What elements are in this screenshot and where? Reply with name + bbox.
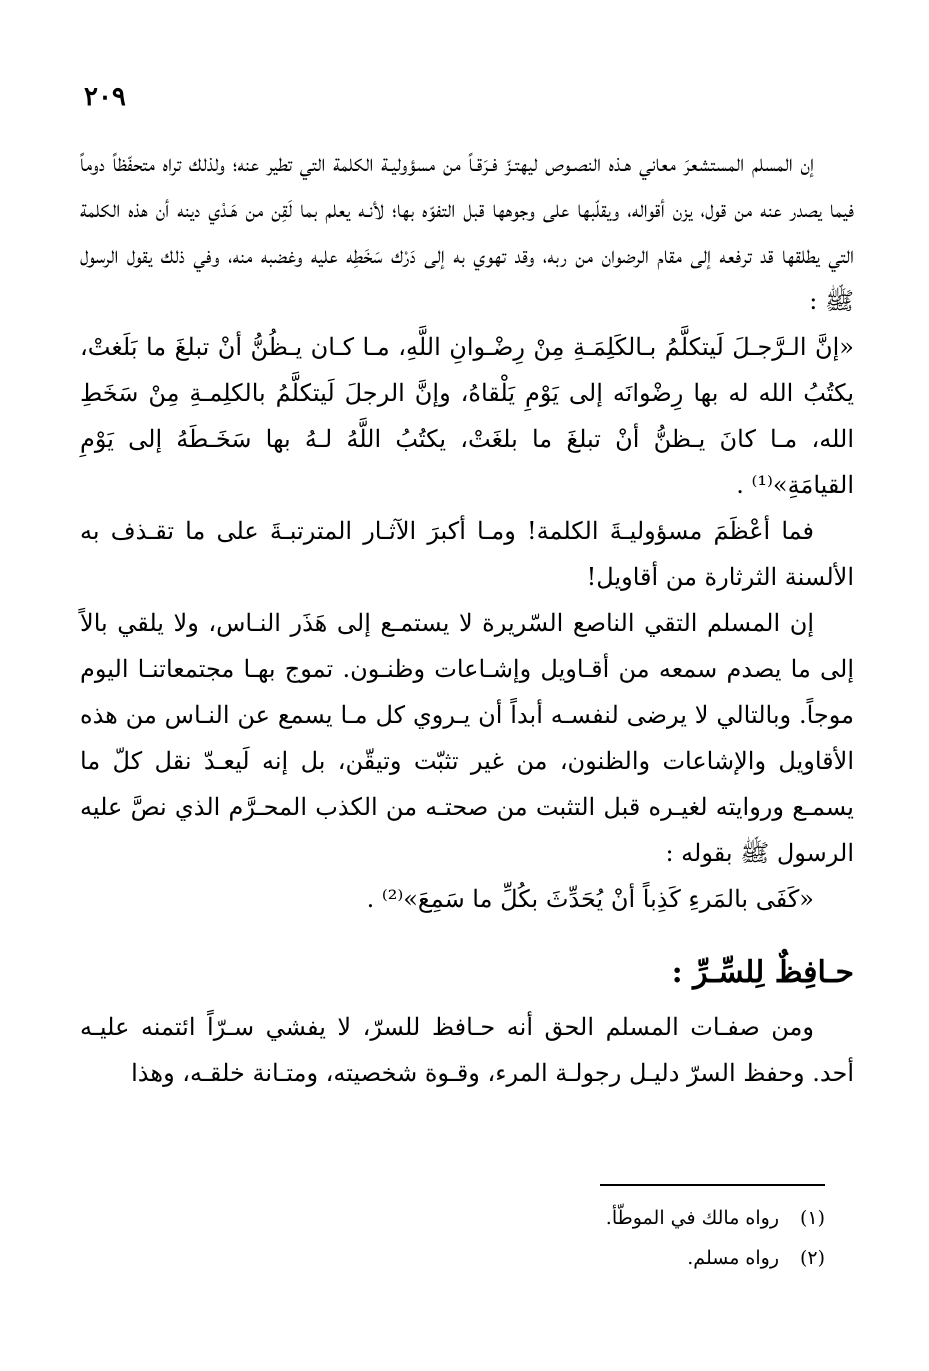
paragraph-intro: إن المسلم المستشعرَ معاني هـذه النصـوص ليهتـزّ فـرَقـاً من مسؤوليـة الكلمة التي تطير عنه؛ ولذلك تراه متحفّظاً دوماً فيما يصدر عنه من قول، يزن أقواله، ويقلّبها على وجوهها قبل التفوّه بها؛ لأنـه يعلم بما لَقِن من هَـدْي دينه أن هذه الكلمة التي يطلقها قد ترفعه إلى مقام الرضوان من ربه، وقد تهوي به إلى دَرْك سَخَطِه عليه وغضبه منه، وفي ذلك يقول الرسول ﷺ : [80,149,854,315]
footnote-text: رواه مسلم. [687,1247,779,1269]
footnote-number: (١) [799,1207,825,1229]
paragraph-responsibility: فما أعْظَمَ مسؤوليـةَ الكلمة! ومـا أكبرَ الآثـار المترتبـةَ على ما تقـذف به الألسنة الثرثارة من أقاويل! [80,517,854,591]
section-heading: حـافِظٌ لِلسِّـرِّ : [671,955,854,990]
body-text [80,140,854,1096]
footnotes [565,1198,825,1278]
footnote-1 [565,1198,825,1238]
footnote-number: (٢) [799,1247,825,1269]
paragraph-rumors: إن المسلم التقي الناصع السّريرة لا يستمـع إلى هَذَر النـاس، ولا يلقي بالاً إلى ما يصدم سمعه من أقـاويل وإشـاعات وظنـون. تموج بهـا مجتمعاتنـا اليوم موجاً. وبالتالي لا يرضى لنفسـه أبداً أن يـروي كل مـا يسمع عن النـاس من هذه الأقاويل والإشاعات والظنون، من غير تثبّت وتيقّن، بل إنه لَيعـدّ نقل كلّ ما يسمـع وروايته لغيـره قبل التثبت من صحتـه من الكذب المحـرَّم الذي نصَّ عليه الرسول ﷺ بقوله : [80,609,854,867]
footnote-2 [565,1238,825,1278]
hadith-quote-2: «كَفَى بالمَرءِ كَذِباً أنْ يُحَدِّثَ بكُلِّ ما سَمِعَ»⁽²⁾ . [366,885,814,913]
hadith-quote-1: «إنَّ الـرَّجـلَ لَيتكلَّمُ بـالكَلِمَـةِ مِنْ رِضْـوانِ اللَّهِ، مـا كـان يـظُنُّ أنْ تبلغَ ما بَلَغتْ، يكتُبُ الله له بها رِضْوانَه إلى يَوْمِ يَلْقاهُ، وإنَّ الرجلَ لَيتكلَّمُ بالكلِمـةِ مِنْ سَخَطِ الله، مـا كانَ يـظنُّ أنْ تبلغَ ما بلغَتْ، يكتُبُ اللَّهُ لـهُ بها سَخَـطَهُ إلى يَوْمِ القيامَةِ»⁽¹⁾ . [80,333,855,499]
footnote-text: رواه مالك في الموطّأ. [605,1207,779,1229]
section-paragraph: ومن صفـات المسلم الحق أنه حـافظ للسرّ، لا يفشي سـرّاً ائتمنه عليـه أحد. وحفظ السرّ دليـل رجولـة المرء، وقـوة شخصيته، ومتـانة خلقـه، وهذا [80,1013,854,1087]
page-number: ٢٠٩ [84,82,126,112]
footnote-divider [600,1184,825,1186]
